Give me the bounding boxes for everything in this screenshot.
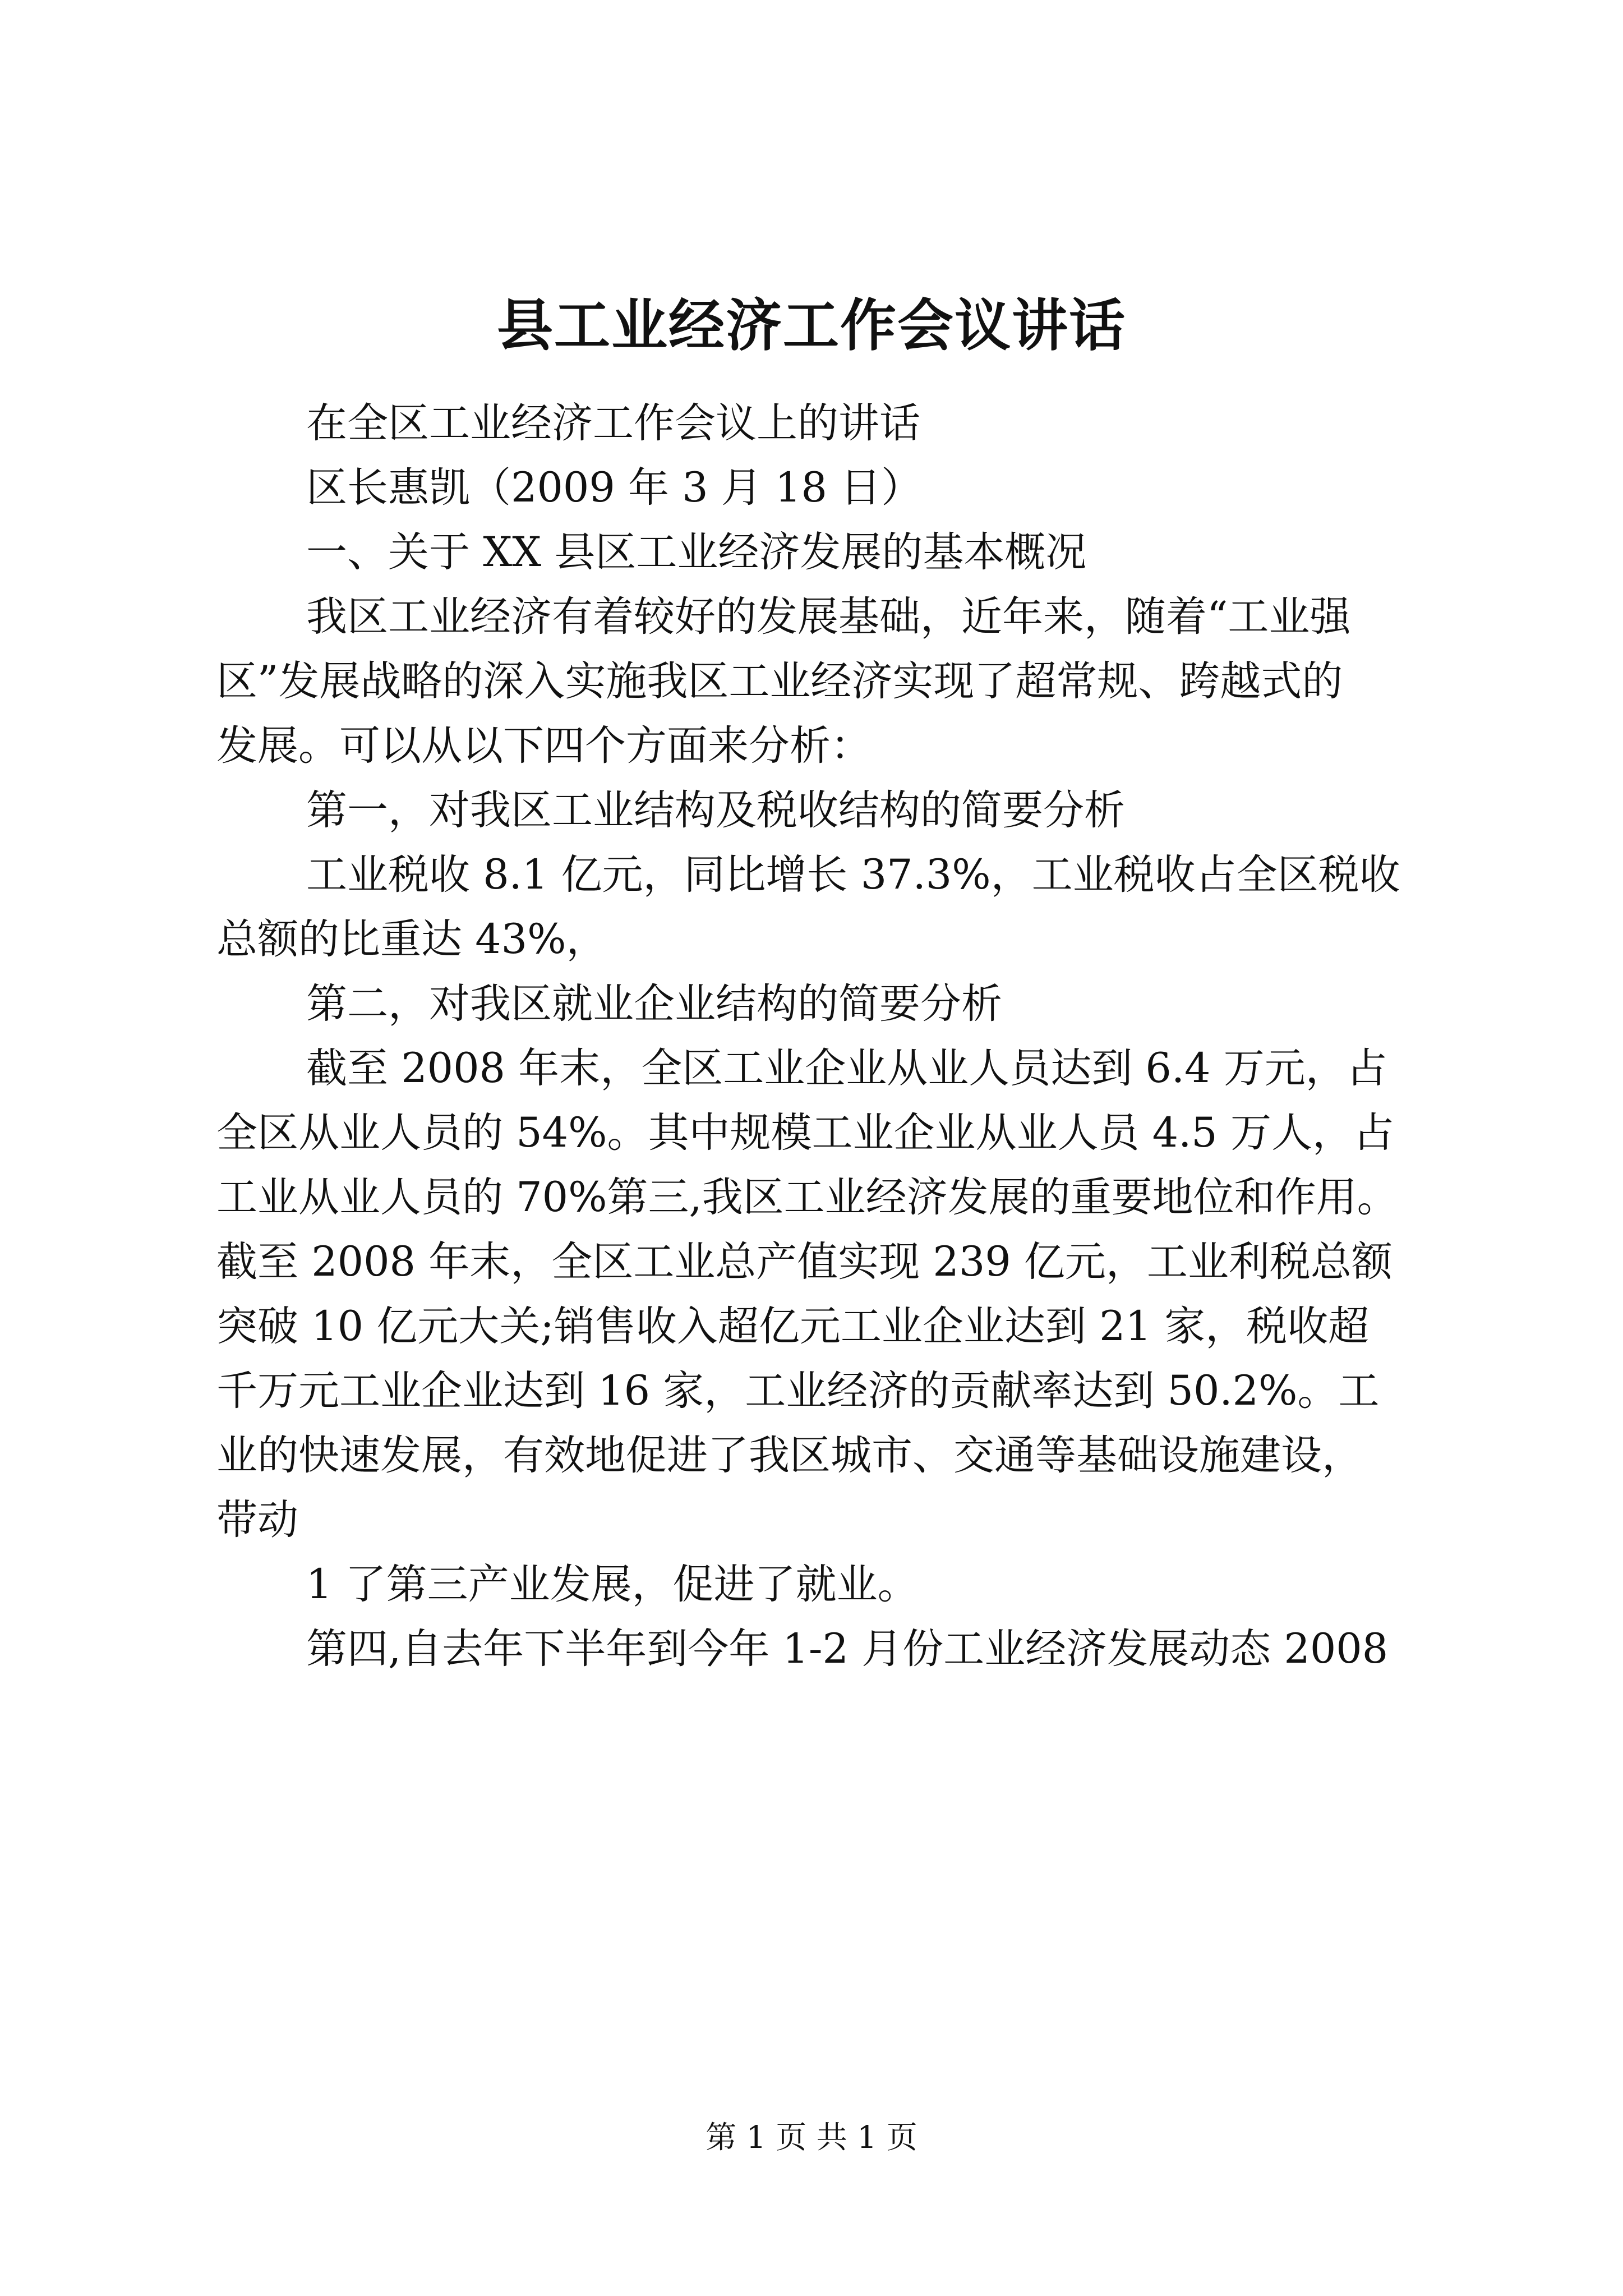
paragraph-line: 截至 2008 年末，全区工业企业从业人员达到 6.4 万元，占 [306,1045,1387,1092]
paragraph-line: 第四,自去年下半年到今年 1-2 月份工业经济发展动态 2008 [306,1625,1389,1673]
paragraph-line: 工业从业人员的 70%第三,我区工业经济发展的重要地位和作用。 [216,1174,1398,1221]
paragraph-line: 突破 10 亿元大关;销售收入超亿元工业企业达到 21 家，税收超 [216,1303,1370,1350]
paragraph-line: 截至 2008 年末，全区工业总产值实现 239 亿元，工业利税总额 [216,1238,1393,1286]
speech-heading: 在全区工业经济工作会议上的讲话 [306,399,920,447]
paragraph-line: 工业税收 8.1 亿元，同比增长 37.3%，工业税收占全区税收 [306,851,1400,899]
paragraph-line: 全区从业人员的 54%。其中规模工业企业从业人员 4.5 万人，占 [216,1109,1394,1157]
section-heading: 一、关于 XX 县区工业经济发展的基本概况 [306,528,1087,576]
subsection-heading: 第一，对我区工业结构及税收结构的简要分析 [306,786,1125,834]
paragraph-line: 千万元工业企业达到 16 家，工业经济的贡献率达到 50.2%。工 [216,1367,1380,1415]
document-title: 县工业经济工作会议讲话 [497,292,1126,358]
page-number-footer: 第 1 页 共 1 页 [706,2119,917,2155]
paragraph-line: 我区工业经济有着较好的发展基础，近年来，随着“工业强 [306,593,1351,641]
paragraph-line: 业的快速发展，有效地促进了我区城市、交通等基础设施建设， [216,1432,1363,1479]
paragraph-line: 总额的比重达 43%， [216,915,607,963]
document-body [216,391,1422,1681]
paragraph-line: 带动 [216,1496,298,1544]
subsection-heading: 第二，对我区就业企业结构的简要分析 [306,980,1002,1028]
paragraph-line: 1 了第三产业发展，促进了就业。 [306,1561,919,1608]
paragraph-line: 发展。可以从以下四个方面来分析： [216,722,872,770]
speaker-date-line: 区长惠凯（2009 年 3 月 18 日） [306,464,923,512]
paragraph-line: 区”发展战略的深入实施我区工业经济实现了超常规、跨越式的 [216,657,1343,705]
